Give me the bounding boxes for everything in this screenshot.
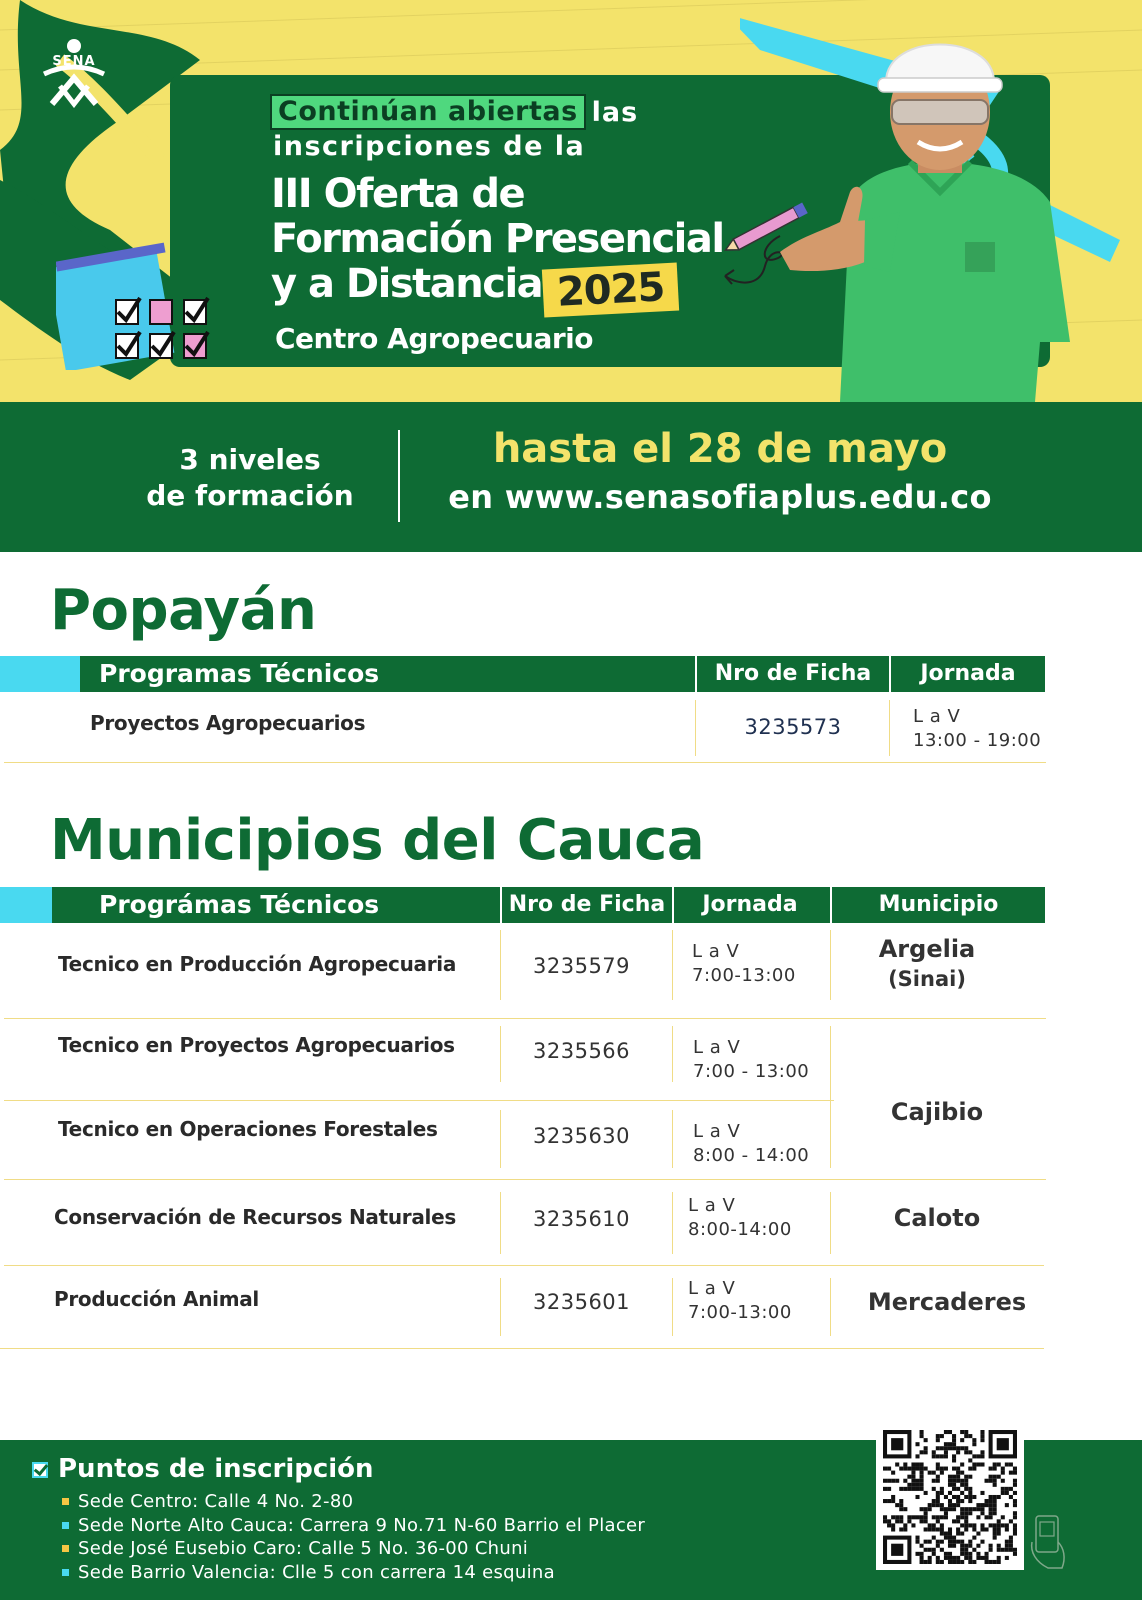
niveles-line-2: de formación [146, 479, 354, 512]
niveles-text [130, 442, 370, 514]
deadline-band [0, 402, 1142, 552]
sena-logo [38, 38, 110, 108]
bullet-icon [62, 1569, 69, 1576]
jornada-hours: 7:00-13:00 [692, 965, 796, 986]
centro-name: Centro Agropecuario [275, 322, 594, 355]
headline-las: las [591, 96, 639, 128]
phone-scan-icon [1028, 1512, 1068, 1570]
cauca-table-header [52, 887, 1045, 923]
jornada-days: L a V [693, 1121, 741, 1142]
jornada-days: L a V [693, 1037, 741, 1058]
row-separator [4, 1265, 1044, 1266]
table-header-accent [0, 656, 80, 692]
headline-inscripciones: inscripciones de la [273, 131, 586, 162]
municipio-cajibio: Cajibio [890, 1098, 984, 1126]
jornada-hours: 13:00 - 19:00 [913, 730, 1042, 751]
programa-name: Conservación de Recursos Naturales [54, 1205, 456, 1229]
niveles-line-1: 3 niveles [179, 443, 321, 476]
ficha-number: 3235610 [533, 1207, 631, 1231]
programa-name: Proyectos Agropecuarios [90, 711, 366, 735]
row-separator [4, 762, 1046, 763]
column-separator [830, 930, 831, 1000]
municipio-subname: (Sinai) [888, 967, 966, 991]
bullet-icon [62, 1522, 69, 1529]
sedes-list [62, 1490, 645, 1584]
column-separator [672, 1278, 673, 1336]
ficha-number: 3235579 [533, 954, 631, 978]
jornada-schedule [688, 1194, 792, 1242]
programa-name: Tecnico en Operaciones Forestales [58, 1117, 438, 1141]
column-separator [500, 930, 501, 1000]
header-jornada: Jornada [702, 892, 798, 917]
deadline-text: hasta el 28 de mayo [492, 426, 948, 472]
offer-title-line-2: Formación Presencial [271, 216, 724, 262]
jornada-hours: 7:00 - 13:00 [693, 1061, 810, 1082]
checkbox-icon [32, 1462, 48, 1478]
jornada-days: L a V [913, 706, 961, 727]
municipio-caloto: Caloto [893, 1204, 981, 1232]
column-separator [695, 700, 696, 756]
ficha-number: 3235566 [533, 1039, 631, 1063]
bullet-icon [62, 1498, 69, 1505]
ficha-number: 3235601 [533, 1290, 631, 1314]
header-ficha: Nro de Ficha [508, 892, 666, 917]
offer-title-line-3: y a Distancia [271, 261, 543, 307]
column-separator [500, 1110, 501, 1168]
sede-item [62, 1537, 645, 1561]
cauca-title: Municipios del Cauca [50, 808, 705, 873]
ficha-number: 3235630 [533, 1124, 631, 1148]
column-separator [830, 1026, 831, 1168]
jornada-schedule [913, 705, 1041, 753]
column-separator [672, 1110, 673, 1168]
band-divider [398, 430, 400, 522]
website-link[interactable]: en www.senasofiaplus.edu.co [448, 478, 992, 516]
header-programas: Programas Técnicos [99, 659, 380, 688]
jornada-days: L a V [688, 1195, 736, 1216]
column-separator [500, 1026, 501, 1082]
qr-code-pattern [882, 1430, 1018, 1564]
offer-title-line-1: III Oferta de [271, 171, 525, 217]
jornada-schedule [693, 1120, 809, 1168]
jornada-days: L a V [692, 941, 740, 962]
jornada-hours: 8:00-14:00 [688, 1219, 792, 1240]
header-programas: Prográmas Técnicos [99, 890, 380, 919]
municipio-name: Argelia [878, 935, 976, 963]
bullet-icon [62, 1545, 69, 1552]
municipio-argelia [832, 934, 1022, 994]
header-ficha: Nro de Ficha [714, 661, 872, 686]
column-separator [672, 1026, 673, 1082]
column-separator [672, 930, 673, 1000]
jornada-schedule [692, 940, 796, 988]
programa-name: Tecnico en Proyectos Agropecuarios [58, 1033, 455, 1057]
row-separator [0, 1348, 1044, 1349]
jornada-days: L a V [688, 1278, 736, 1299]
programa-name: Tecnico en Producción Agropecuaria [58, 952, 457, 976]
row-separator [4, 1018, 1046, 1019]
puntos-title: Puntos de inscripción [58, 1454, 374, 1484]
header-municipio: Municipio [878, 892, 999, 917]
jornada-schedule [693, 1036, 809, 1084]
popayan-table-header [80, 656, 1045, 692]
highlight-text: Continúan abiertas [270, 94, 586, 130]
row-separator [4, 1100, 834, 1101]
sede-text: Sede Centro: Calle 4 No. 2-80 [78, 1491, 354, 1512]
checklist-notepad-icon [56, 240, 216, 370]
sede-text: Sede José Eusebio Caro: Calle 5 No. 36-00 Chuni [78, 1538, 529, 1559]
popayan-title: Popayán [50, 578, 317, 643]
column-separator [830, 1278, 831, 1336]
column-separator [889, 700, 890, 756]
municipio-mercaderes: Mercaderes [867, 1288, 1027, 1316]
table-header-accent [0, 887, 52, 923]
ficha-number: 3235573 [744, 715, 842, 739]
column-separator [672, 1192, 673, 1254]
sena-logo-text: SENA [52, 54, 96, 69]
sede-item [62, 1490, 645, 1514]
column-separator [500, 1278, 501, 1336]
jornada-hours: 7:00-13:00 [688, 1302, 792, 1323]
header-jornada: Jornada [920, 661, 1016, 686]
jornada-schedule [688, 1277, 792, 1325]
column-separator [500, 1192, 501, 1254]
row-separator [4, 1179, 1046, 1180]
jornada-hours: 8:00 - 14:00 [693, 1145, 810, 1166]
sede-text: Sede Norte Alto Cauca: Carrera 9 No.71 N-60 Barrio el Placer [78, 1514, 646, 1536]
headline-open [270, 94, 638, 130]
programa-name: Producción Animal [54, 1287, 259, 1311]
sede-text: Sede Barrio Valencia: Clle 5 con carrera 14 esquina [78, 1561, 555, 1583]
sede-item [62, 1514, 645, 1538]
hero-banner [0, 0, 1142, 402]
sede-item [62, 1561, 645, 1585]
student-thumbs-up-photo [780, 22, 1100, 402]
year-badge: 2025 [542, 262, 680, 317]
qr-code[interactable] [876, 1424, 1024, 1570]
column-separator [830, 1192, 831, 1254]
